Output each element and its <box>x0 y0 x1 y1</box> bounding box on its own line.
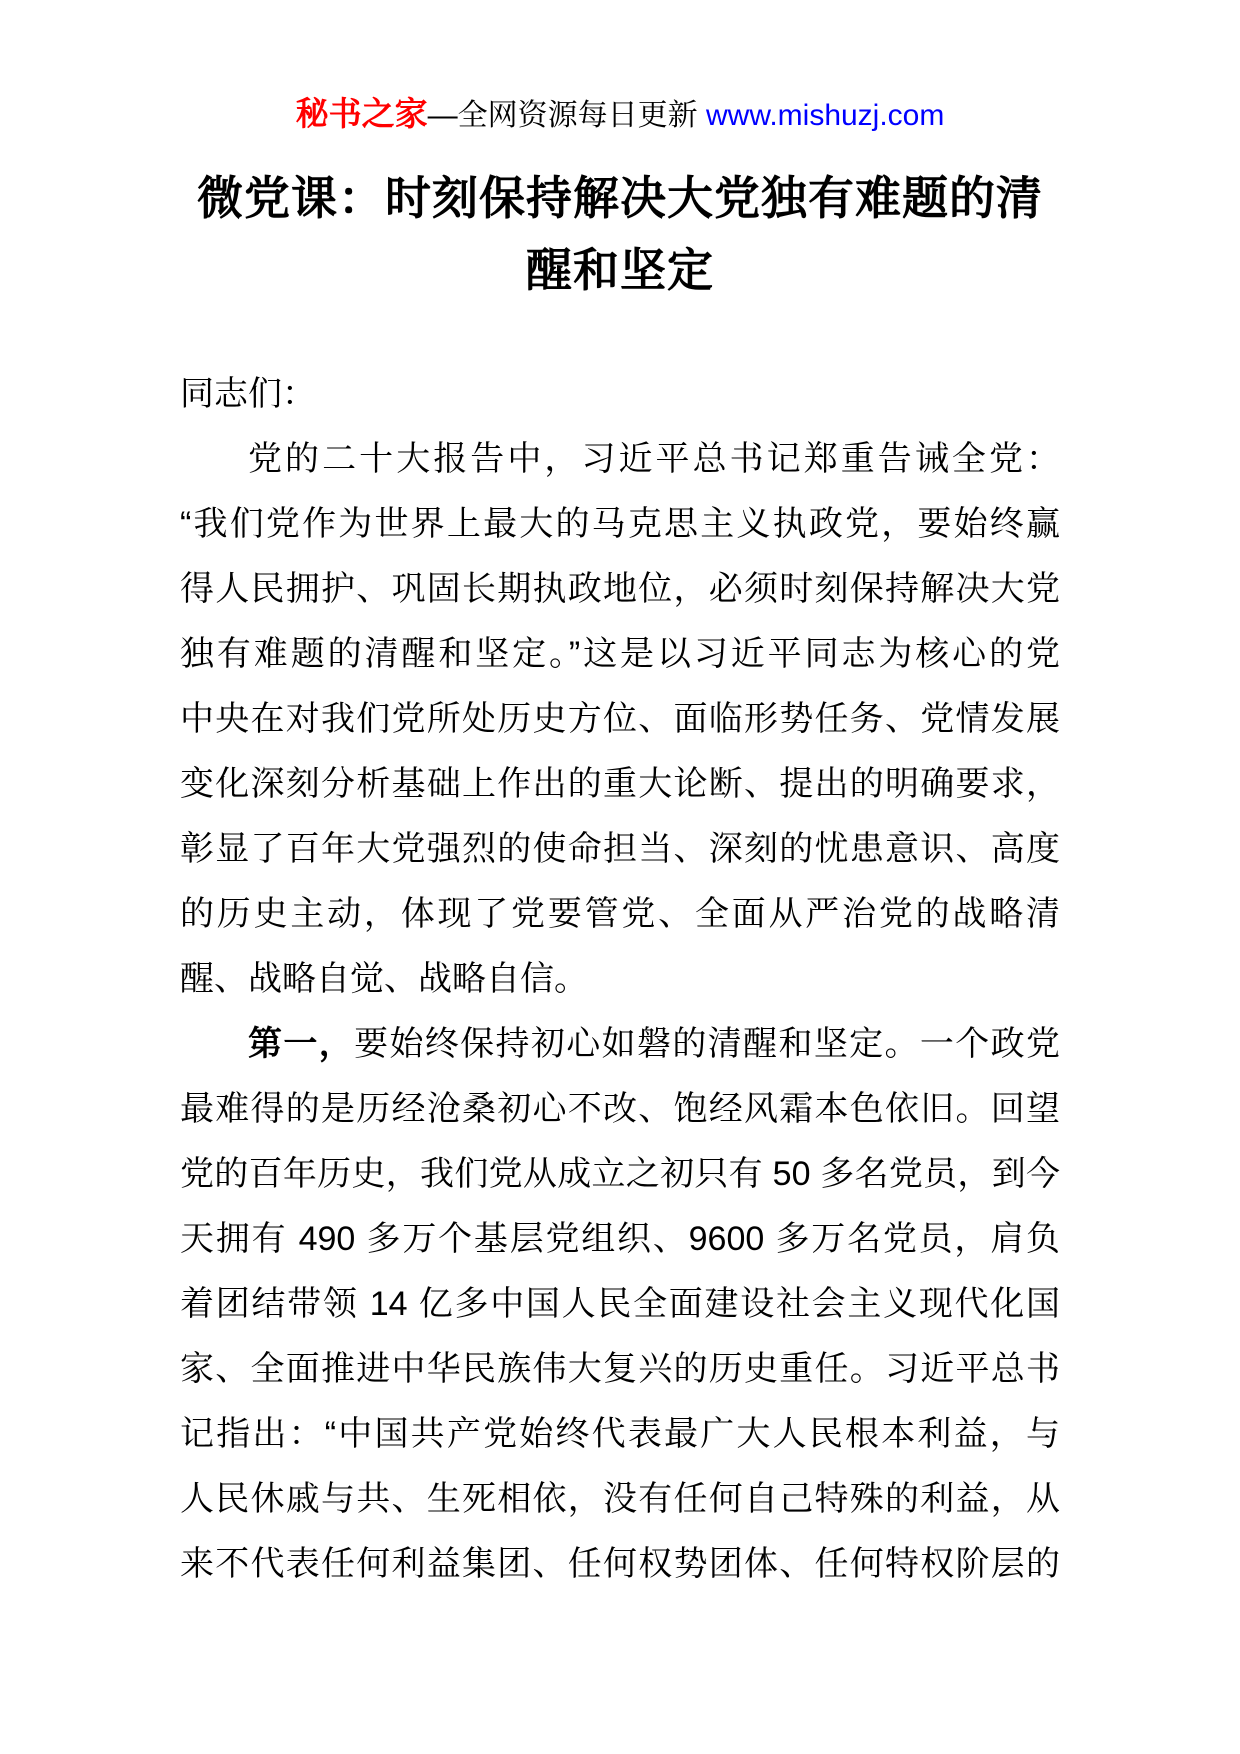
text-line <box>180 687 1060 752</box>
text-line <box>180 557 1060 622</box>
text-run: 人民休戚与共、生死相依，没有任何自己特殊的利益，从 <box>180 1480 1060 1518</box>
text-line <box>180 1142 1060 1207</box>
text-run: 党的百年历史，我们党从成立之初只有 50 多名党员，到今 <box>180 1155 1060 1193</box>
site-brand: 秘书之家 <box>295 95 428 132</box>
text-line <box>180 882 1060 947</box>
text-run: “我们党作为世界上最大的马克思主义执政党，要始终赢 <box>180 505 1060 543</box>
site-header <box>180 0 1060 136</box>
doc-title-line-2: 醒和坚定 <box>526 244 714 296</box>
text-line <box>180 1207 1060 1272</box>
text-run: 独有难题的清醒和坚定。”这是以习近平同志为核心的党 <box>180 635 1060 673</box>
text-run: 的历史主动，体现了党要管党、全面从严治党的战略清 <box>180 895 1060 933</box>
text-line <box>180 1532 1060 1597</box>
text-line <box>180 1337 1060 1402</box>
paragraph <box>180 362 1060 427</box>
text-run: 得人民拥护、巩固长期执政地位，必须时刻保持解决大党 <box>180 570 1060 608</box>
text-line <box>180 1077 1060 1142</box>
text-run: 醒、战略自觉、战略自信。 <box>180 960 588 998</box>
text-line <box>180 1012 1060 1077</box>
doc-title-line-1: 微党课：时刻保持解决大党独有难题的清 <box>197 172 1043 224</box>
text-run: 着团结带领 14 亿多中国人民全面建设社会主义现代化国 <box>180 1285 1060 1323</box>
text-run: 彰显了百年大党强烈的使命担当、深刻的忧患意识、高度 <box>180 830 1060 868</box>
text-run: 中央在对我们党所处历史方位、面临形势任务、党情发展 <box>180 700 1060 738</box>
bold-text-run: 第一， <box>248 1025 355 1063</box>
text-line <box>180 752 1060 817</box>
text-run: 最难得的是历经沧桑初心不改、饱经风霜本色依旧。回望 <box>180 1090 1060 1128</box>
text-run: 来不代表任何利益集团、任何权势团体、任何特权阶层的 <box>180 1545 1060 1583</box>
text-run: 变化深刻分析基础上作出的重大论断、提出的明确要求， <box>180 765 1060 803</box>
text-run: 同志们： <box>180 375 316 413</box>
paragraph <box>180 1012 1060 1597</box>
text-line <box>180 1272 1060 1337</box>
text-line <box>180 427 1060 492</box>
text-line <box>180 492 1060 557</box>
text-line <box>180 1467 1060 1532</box>
text-run: 党的二十大报告中，习近平总书记郑重告诫全党： <box>248 440 1060 478</box>
text-line <box>180 622 1060 687</box>
text-line <box>180 947 1060 1012</box>
text-run: 家、全面推进中华民族伟大复兴的历史重任。习近平总书 <box>180 1350 1060 1388</box>
text-line <box>180 1402 1060 1467</box>
site-url-link[interactable]: www.mishuzj.com <box>705 99 945 132</box>
text-line <box>180 817 1060 882</box>
doc-title <box>180 162 1060 306</box>
text-line <box>180 362 1060 427</box>
text-run: 记指出：“中国共产党始终代表最广大人民根本利益，与 <box>180 1415 1060 1453</box>
document-body <box>180 362 1060 1597</box>
paragraph <box>180 427 1060 1012</box>
text-run: 天拥有 490 多万个基层党组织、9600 多万名党员，肩负 <box>180 1220 1060 1258</box>
site-tagline: —全网资源每日更新 <box>427 99 706 132</box>
text-run: 要始终保持初心如磐的清醒和坚定。一个政党 <box>354 1025 1061 1063</box>
